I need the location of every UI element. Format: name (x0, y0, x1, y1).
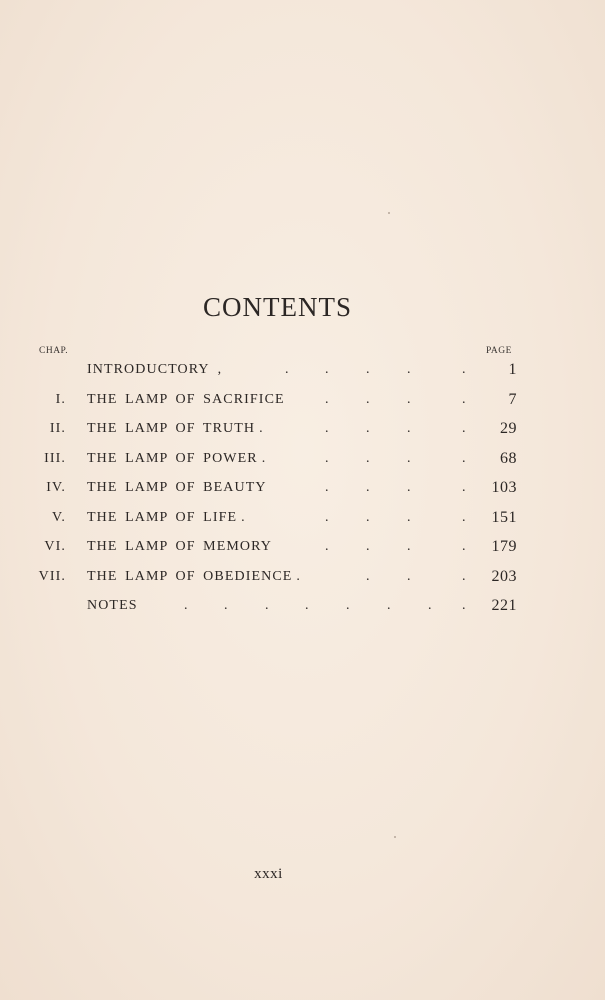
leader-dot: . (407, 362, 412, 377)
leader-dot: . (462, 392, 467, 407)
leader-dot: . (285, 362, 290, 377)
title-separator: , (217, 362, 223, 377)
leader-dot: . (462, 510, 467, 525)
leader-dot: . (407, 480, 412, 495)
leader-dot: . (224, 598, 229, 613)
leader-dot: . (325, 480, 330, 495)
page-number: 7 (508, 391, 517, 408)
toc-entry (0, 538, 605, 562)
title-separator: . (259, 421, 264, 436)
leader-dot: . (366, 569, 371, 584)
chapter-title-text: NOTES (87, 598, 138, 613)
leader-dot: . (387, 598, 392, 613)
chapter-title-text: THE LAMP OF OBEDIENCE (87, 569, 293, 584)
leader-dot: . (462, 539, 467, 554)
chapter-number: I. (55, 392, 66, 407)
chapter-number: II. (49, 421, 66, 436)
chapter-number: V. (51, 510, 66, 525)
page-number: 103 (491, 479, 517, 496)
toc-entry (0, 479, 605, 503)
contents-title: CONTENTS (203, 292, 352, 322)
page-number: 29 (500, 420, 517, 437)
page-number: 1 (508, 361, 517, 378)
leader-dot: . (366, 510, 371, 525)
leader-dot: . (407, 569, 412, 584)
leader-dot: . (366, 539, 371, 554)
toc-entry (0, 450, 605, 474)
leader-dot: . (462, 451, 467, 466)
chapter-number: VI. (44, 539, 66, 554)
chapter-number: IV. (46, 480, 66, 495)
leader-dot: . (305, 598, 310, 613)
leader-dot: . (366, 480, 371, 495)
chapter-number: VII. (38, 569, 66, 584)
page-number: 221 (491, 597, 517, 614)
chapter-title-text: THE LAMP OF LIFE (87, 510, 238, 525)
page-number: 179 (491, 538, 517, 555)
chapter-title-text: THE LAMP OF MEMORY (87, 539, 273, 554)
toc-entry (0, 597, 605, 621)
toc-entry (0, 361, 605, 385)
chapter-title-text: THE LAMP OF POWER (87, 451, 258, 466)
leader-dot: . (325, 451, 330, 466)
leader-dot: . (325, 421, 330, 436)
page-number: 203 (491, 568, 517, 585)
leader-dot: . (184, 598, 189, 613)
page-column-header: PAGE (486, 346, 512, 356)
leader-dot: . (407, 510, 412, 525)
chapter-number: III. (44, 451, 66, 466)
leader-dot: . (265, 598, 270, 613)
chapter-column-header: CHAP. (39, 346, 69, 356)
leader-dot: . (366, 451, 371, 466)
chapter-title-text: THE LAMP OF SACRIFICE (87, 392, 285, 407)
paper-speck (394, 836, 396, 838)
toc-entry (0, 568, 605, 592)
page-number: 68 (500, 450, 517, 467)
leader-dot: . (462, 598, 467, 613)
page-number: 151 (491, 509, 517, 526)
leader-dot: . (428, 598, 433, 613)
leader-dot: . (462, 362, 467, 377)
leader-dot: . (325, 392, 330, 407)
leader-dot: . (325, 539, 330, 554)
leader-dot: . (462, 569, 467, 584)
leader-dot: . (407, 421, 412, 436)
leader-dot: . (366, 392, 371, 407)
toc-entry (0, 509, 605, 533)
paper-speck (388, 212, 390, 214)
leader-dot: . (366, 362, 371, 377)
leader-dot: . (346, 598, 351, 613)
title-separator: . (296, 569, 302, 584)
leader-dot: . (462, 421, 467, 436)
leader-dot: . (366, 421, 371, 436)
leader-dot: . (407, 451, 412, 466)
toc-entry (0, 420, 605, 444)
chapter-title-text: THE LAMP OF BEAUTY (87, 480, 267, 495)
chapter-title-text: INTRODUCTORY (87, 362, 210, 377)
leader-dot: . (407, 539, 412, 554)
leader-dot: . (325, 362, 330, 377)
leader-dot: . (462, 480, 467, 495)
title-separator: . (241, 510, 246, 525)
page-folio: xxxi (254, 866, 283, 882)
chapter-title-text: THE LAMP OF TRUTH (87, 421, 256, 436)
leader-dot: . (325, 510, 330, 525)
toc-entry (0, 391, 605, 415)
title-separator: . (261, 451, 267, 466)
leader-dot: . (407, 392, 412, 407)
